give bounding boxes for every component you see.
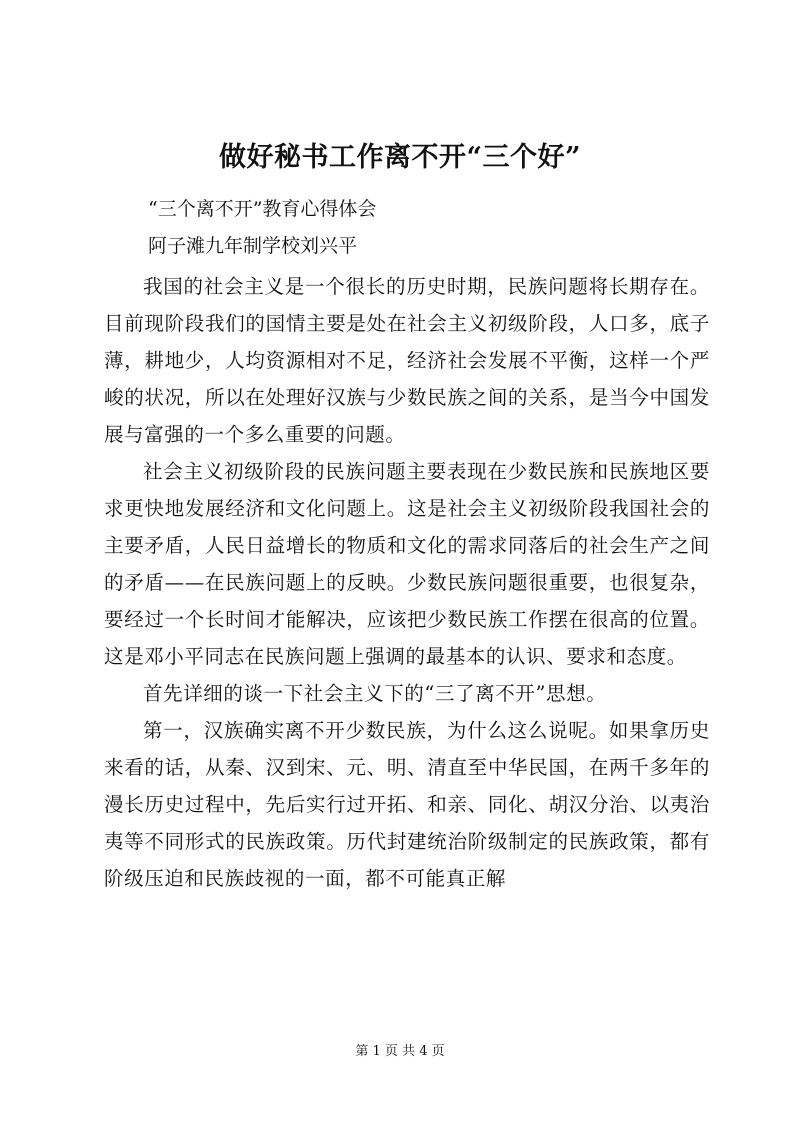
paragraph-2: 社会主义初级阶段的民族问题主要表现在少数民族和民族地区要求更快地发展经济和文化问题上。这是社会主义初级阶段我国社会的主要矛盾，人民日益增长的物质和文化的需求同落后的社会生产之间的矛盾——在民族问题上的反映。少数民族问题很重要，也很复杂，要经过一个长时间才能解决，应该把少数民族工作摆在很高的位置。这是邓小平同志在民族问题上强调的最基本的认识、要求和态度。 bbox=[104, 460, 710, 668]
document-subtitle: “三个离不开”教育心得体会 bbox=[148, 198, 377, 220]
paragraph-1: 我国的社会主义是一个很长的历史时期，民族问题将长期存在。目前现阶段我们的国情主要是处在社会主义初级阶段，人口多，底子薄，耕地少，人均资源相对不足，经济社会发展不平衡，这样一个严峻的状况，所以在处理好汉族与少数民族之间的关系，是当今中国发展与富强的一个多么重要的问题。 bbox=[104, 275, 710, 446]
document-author: 阿子滩九年制学校刘兴平 bbox=[148, 235, 358, 257]
paragraph-4: 第一，汉族确实离不开少数民族，为什么这么说呢。如果拿历史来看的话，从秦、汉到宋、元、明、清直至中华民国，在两千多年的漫长历史过程中，先后实行过开拓、和亲、同化、胡汉分治、以夷治夷等不同形式的民族政策。历代封建统治阶级制定的民族政策，都有阶级压迫和民族歧视的一面，都不可能真正解 bbox=[104, 719, 710, 890]
page-footer: 第 1 页 共 4 页 bbox=[355, 1044, 445, 1059]
document-title: 做好秘书工作离不开“三个好” bbox=[218, 142, 582, 173]
paragraph-3: 首先详细的谈一下社会主义下的“三了离不开”思想。 bbox=[143, 682, 607, 705]
document-body bbox=[104, 268, 710, 897]
